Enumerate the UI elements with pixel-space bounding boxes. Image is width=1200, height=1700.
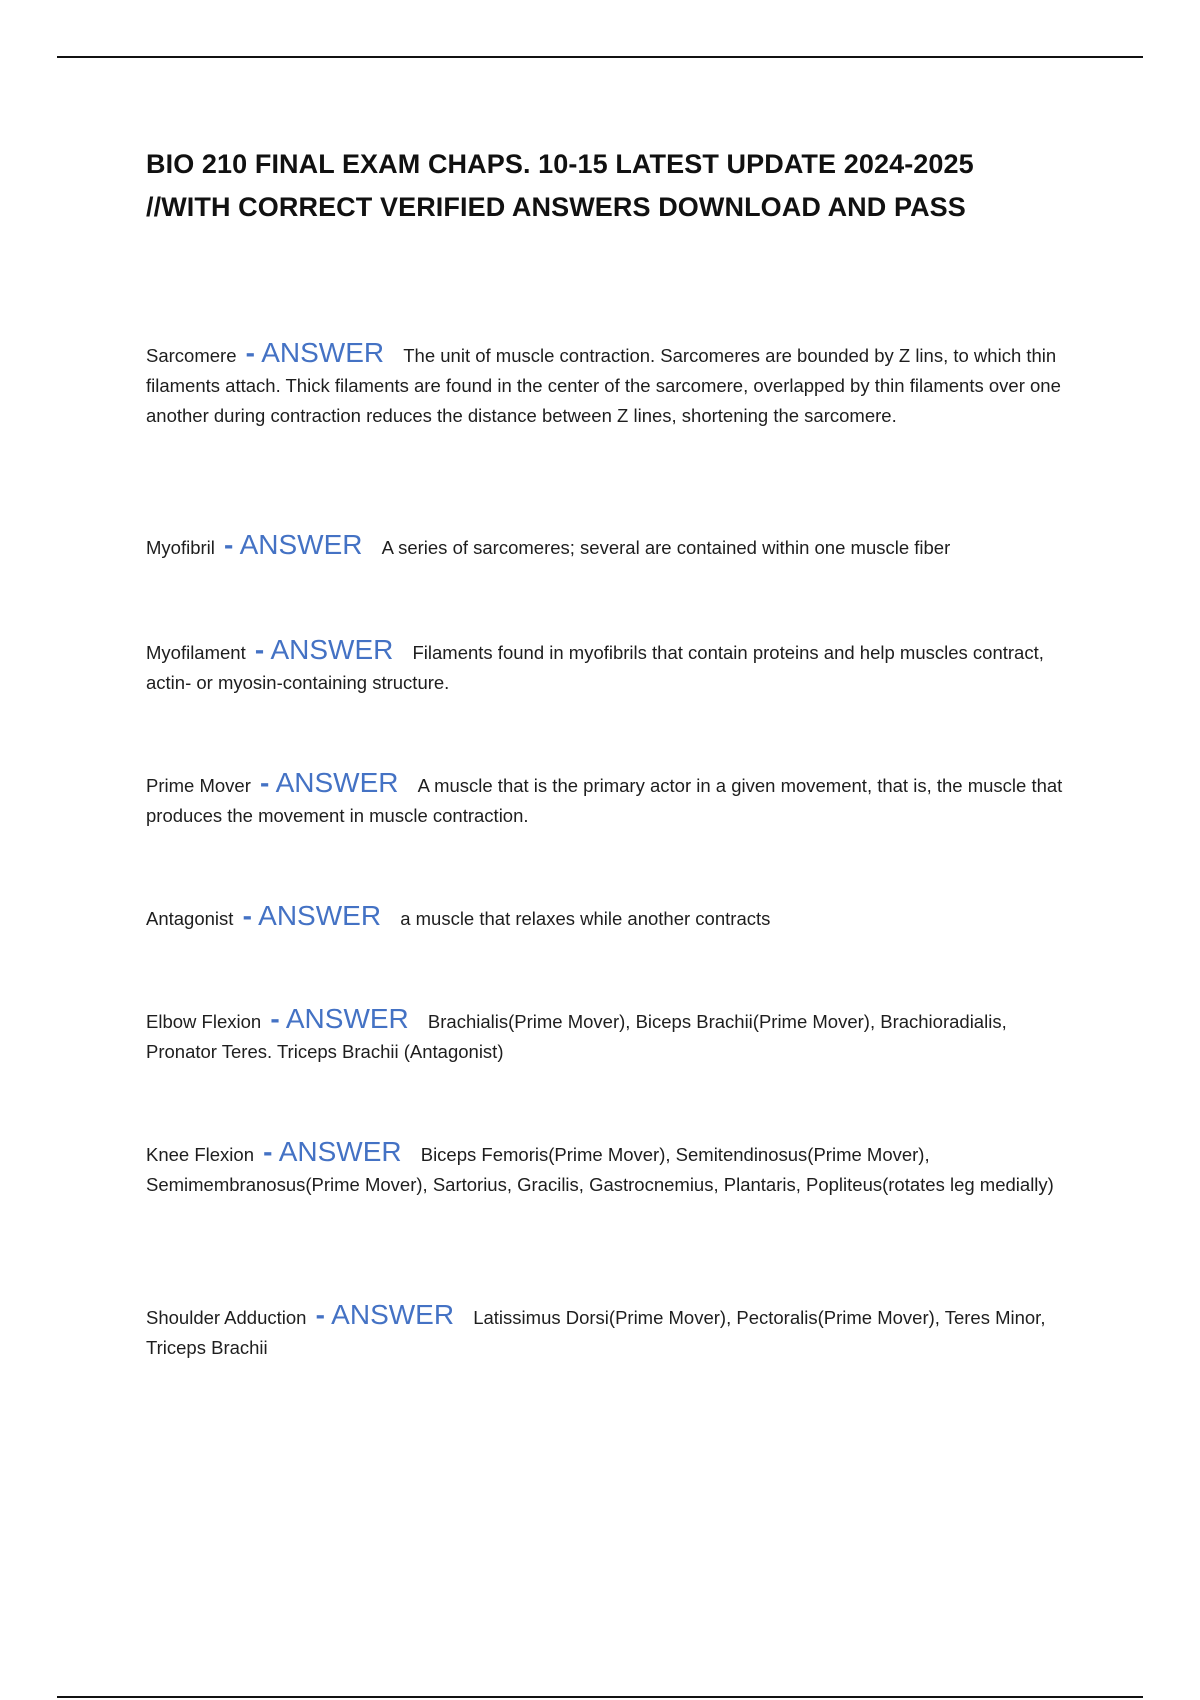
title-line-1: BIO 210 FINAL EXAM CHAPS. 10-15 LATEST UPDATE 2024-2025: [146, 149, 974, 179]
answer-label: ANSWER: [331, 1299, 455, 1330]
answer-label: ANSWER: [258, 900, 382, 931]
qa-definition: The unit of muscle contraction. Sarcomeres are bounded by Z lins, to which thin filaments attach. Thick filaments are found in the center of the sarcomere, overlapped by thin filaments over one another during contraction reduces the distance between Z lines, shortening the sarcomere.: [146, 345, 1061, 426]
answer-label: ANSWER: [278, 1136, 402, 1167]
answer-dash: -: [242, 900, 252, 931]
qa-item-myofilament: [146, 635, 1081, 698]
qa-definition: A series of sarcomeres; several are contained within one muscle fiber: [381, 537, 951, 558]
qa-item-myofibril: [146, 530, 1081, 563]
qa-term: Sarcomere: [146, 345, 237, 366]
answer-separator: [239, 900, 387, 931]
answer-label: ANSWER: [270, 634, 394, 665]
answer-dash: -: [260, 767, 270, 798]
qa-term: Shoulder Adduction: [146, 1307, 307, 1328]
answer-label: ANSWER: [261, 337, 385, 368]
answer-dash: -: [245, 337, 255, 368]
answer-separator: [242, 337, 390, 368]
answer-separator: [259, 1136, 407, 1167]
qa-item-shoulder-adduction: [146, 1300, 1081, 1363]
qa-term: Knee Flexion: [146, 1144, 254, 1165]
qa-definition: a muscle that relaxes while another contracts: [400, 908, 771, 929]
answer-dash: -: [254, 634, 265, 665]
answer-separator: [312, 1299, 460, 1330]
answer-separator: [266, 1003, 414, 1034]
qa-term: Elbow Flexion: [146, 1011, 262, 1032]
answer-separator: [220, 529, 368, 560]
qa-definition: Latissimus Dorsi(Prime Mover), Pectoralis(Prime Mover), Teres Minor, Triceps Brachii: [146, 1307, 1046, 1358]
header-rule: [57, 56, 1143, 58]
qa-item-prime-mover: [146, 768, 1081, 831]
qa-definition: Filaments found in myofibrils that contain proteins and help muscles contract, actin- or myosin-containing structure.: [146, 642, 1044, 693]
footer-rule: [57, 1696, 1143, 1698]
qa-term: Prime Mover: [146, 775, 251, 796]
qa-item-knee-flexion: [146, 1137, 1081, 1200]
qa-item-sarcomere: [146, 338, 1081, 431]
qa-term: Antagonist: [146, 908, 234, 929]
answer-dash: -: [315, 1299, 325, 1330]
answer-separator: [251, 634, 399, 665]
answer-separator: [256, 767, 404, 798]
qa-term: Myofibril: [146, 537, 215, 558]
qa-definition: A muscle that is the primary actor in a given movement, that is, the muscle that produces the movement in muscle contraction.: [146, 775, 1063, 826]
document-title: [146, 143, 1066, 229]
answer-label: ANSWER: [275, 767, 399, 798]
answer-label: ANSWER: [239, 529, 363, 560]
qa-definition: Biceps Femoris(Prime Mover), Semitendinosus(Prime Mover), Semimembranosus(Prime Mover), Sartorius, Gracilis, Gastrocnemius, Plantaris, Popliteus(rotates leg medially): [146, 1144, 1054, 1195]
answer-dash: -: [263, 1136, 273, 1167]
answer-label: ANSWER: [285, 1003, 409, 1034]
qa-term: Myofilament: [146, 642, 246, 663]
qa-definition: Brachialis(Prime Mover), Biceps Brachii(Prime Mover), Brachioradialis, Pronator Teres. Triceps Brachii (Antagonist): [146, 1011, 1007, 1062]
answer-dash: -: [270, 1003, 280, 1034]
answer-dash: -: [224, 529, 234, 560]
qa-item-antagonist: [146, 901, 1081, 934]
title-line-2: //WITH CORRECT VERIFIED ANSWERS DOWNLOAD AND PASS: [146, 192, 966, 222]
qa-item-elbow-flexion: [146, 1004, 1081, 1067]
